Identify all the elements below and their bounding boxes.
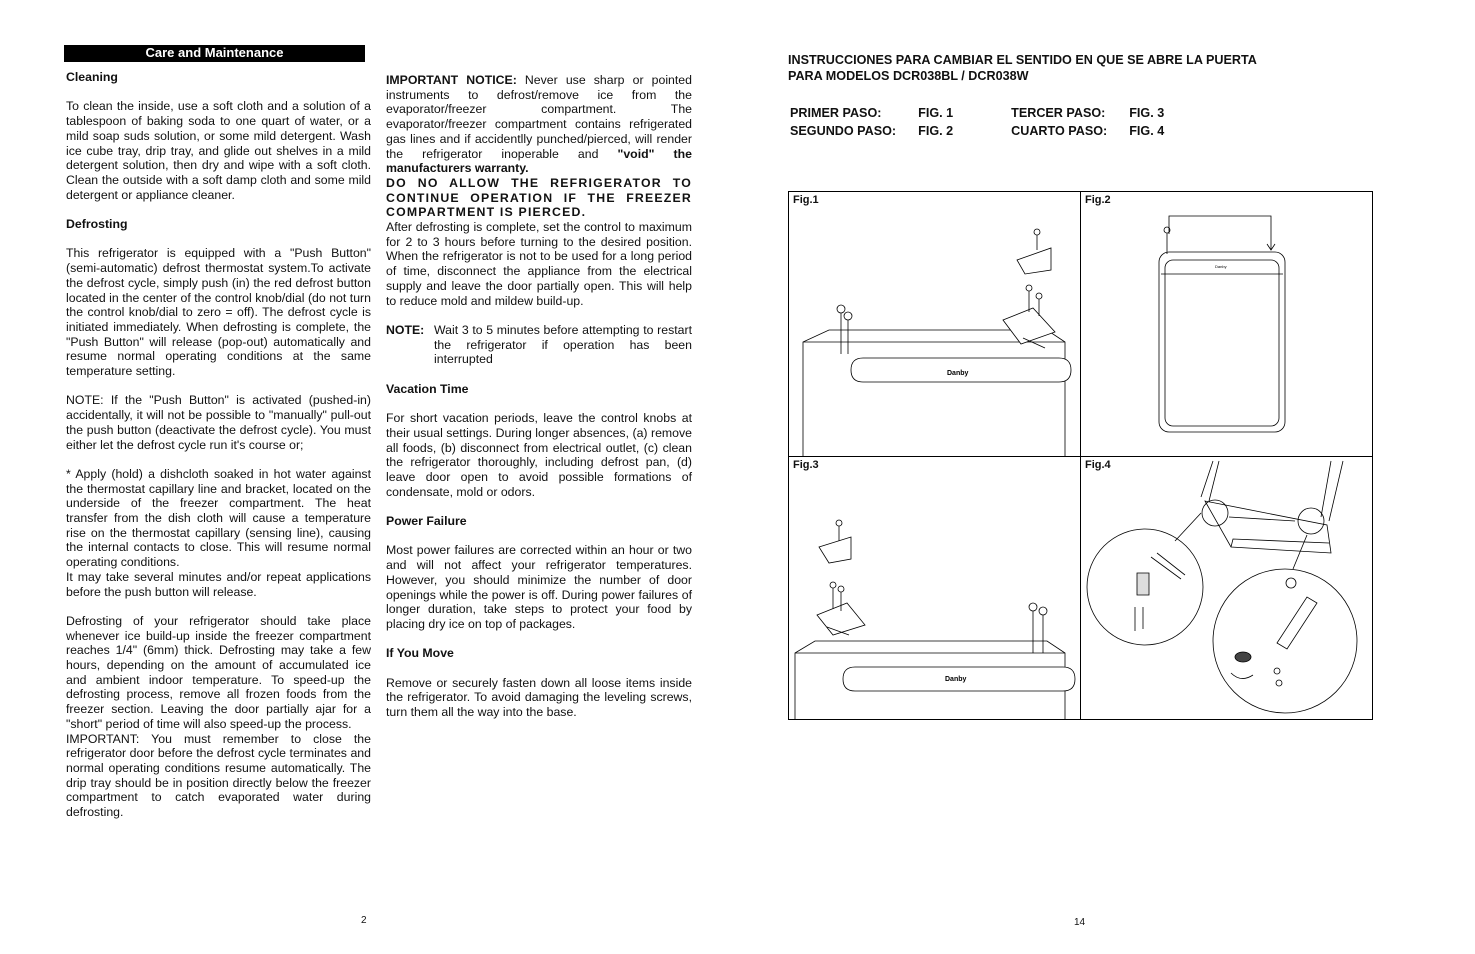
figure-1	[788, 191, 1081, 457]
figure-4	[1080, 456, 1373, 720]
figure-2-drawing	[1081, 192, 1372, 456]
left-column	[66, 70, 371, 820]
after-defrost-text: After defrosting is complete, set the control to maximum for 2 to 3 hours before turning to the desired position. When the refrigerator is not to be used for a long period of time, disconnect the appliance from the electrical supply and leave the door partially open. This will help to reduce mold and mildew build-up.	[386, 220, 692, 308]
figure-1-drawing	[789, 192, 1080, 456]
brand-logo-small: Danby	[1215, 264, 1227, 269]
notice-label: IMPORTANT NOTICE:	[386, 73, 517, 87]
figure-4-label: Fig.4	[1085, 459, 1111, 471]
defrosting-heading: Defrosting	[66, 217, 128, 231]
section-header: Care and Maintenance	[64, 45, 365, 62]
important-notice	[386, 73, 692, 176]
brand-logo-fig3: Danby	[945, 676, 967, 683]
title-line-2: PARA MODELOS DCR038BL / DCR038W	[788, 69, 1029, 83]
step-label: PRIMER PASO:	[790, 106, 882, 120]
note-text: Wait 3 to 5 minutes before attempting to restart the refrigerator if operation has been interrupted	[434, 322, 692, 367]
brand-logo: Danby	[947, 370, 969, 377]
defrost-paragraph-5: Defrosting of your refrigerator should take place whenever ice build-up inside the freezer compartment reaches 1/4" (6mm) thick. Defrosting may take a few hours, depending on the amount of accumulated ice and ambient indoor temperature. To speed-up the defrosting process, remove all frozen foods from the freezer section. Leaving the door partially ajar for a "short" period of time will also speed-up the process.	[66, 613, 371, 731]
defrost-paragraph-1: This refrigerator is equipped with a "Push Button" (semi-automatic) defrost thermostat system.To activate the defrost cycle, simply push (in) the red defrost button located in the center of the control knob/dial (do not turn the control knob/dial to zero = off). The defrost cycle is initiated immediately. When defrosting is complete, the "Push Button" will release (pop-out) automatically and resume normal operating conditions at the same temperature setting.	[66, 246, 371, 379]
figure-1-label: Fig.1	[793, 194, 819, 206]
step-fig: FIG. 1	[918, 106, 954, 120]
defrost-paragraph-3: * Apply (hold) a dishcloth soaked in hot water against the thermostat capillary line and bracket, located on the underside of the freezer compartment. The heat transfer from the dish cloth will cause a temperature rise on the thermostat capillary (sensing line), causing the internal contacts to close. This will resume normal operating conditions.	[66, 466, 371, 570]
cleaning-text: To clean the inside, use a soft cloth and a solution of a tablespoon of baking soda to one quart of water, or a mild soap suds solution, or some mild detergent. Wash ice cube tray, drip tray, and glide out shelves in a mild detergent solution, then dry and wipe with a soft cloth. Clean the outside with a soft damp cloth and some mild detergent or appliance cleaner.	[66, 99, 371, 202]
vacation-heading: Vacation Time	[386, 381, 469, 396]
notice-text: Never use sharp or pointed instruments to defrost/remove ice from the evaporator/freezer compartment. The evaporator/freezer compartment contains refrigerated gas lines and if accidentlly punched/pierced, will render the refrigerator inoperable and	[386, 73, 692, 161]
step-label: SEGUNDO PASO:	[790, 124, 897, 138]
instructions-title	[788, 52, 1348, 84]
steps-row	[790, 106, 1186, 124]
steps-table	[790, 106, 1186, 142]
defrost-paragraph-4: It may take several minutes and/or repeat applications before the push button will release.	[66, 569, 371, 599]
note-label: NOTE:	[386, 322, 425, 337]
step-fig: FIG. 2	[918, 124, 954, 138]
do-not-allow-warning: DO NO ALLOW THE REFRIGERATOR TO CONTINUE OPERATION IF THE FREEZER COMPARTMENT IS PIERCED.	[386, 175, 692, 220]
figure-2	[1080, 191, 1373, 457]
cleaning-heading: Cleaning	[66, 70, 118, 84]
figure-3-label: Fig.3	[793, 459, 819, 471]
step-label: CUARTO PASO:	[1011, 124, 1108, 138]
defrost-paragraph-2: NOTE: If the "Push Button" is activated (pushed-in) accidentally, it will not be possible to "manually" pull-out the push button (deactivate the defrost cycle). You must either let the defrost cycle run it's course or;	[66, 393, 371, 452]
middle-column	[386, 73, 692, 720]
title-line-1: INSTRUCCIONES PARA CAMBIAR EL SENTIDO EN QUE SE ABRE LA PUERTA	[788, 53, 1257, 67]
note-block	[386, 323, 692, 367]
page-number-right: 14	[1074, 917, 1086, 928]
power-failure-text: Most power failures are corrected within an hour or two and will not affect your refrigerator temperatures. However, you should minimize the number of door openings while the power is off. During power failures of longer duration, take steps to protect your food by placing dry ice on top of packages.	[386, 543, 692, 631]
figure-3-drawing	[789, 457, 1080, 719]
vacation-text: For short vacation periods, leave the control knobs at their usual settings. During longer absences, (a) remove all foods, (b) disconnect from electrical outlet, (c) clean the refrigerator thoroughly, including defrost pan, (d) leave door open to avoid possible formations of condensate, mold or odors.	[386, 411, 692, 499]
step-fig: FIG. 3	[1129, 106, 1165, 120]
step-label: TERCER PASO:	[1011, 106, 1106, 120]
if-you-move-heading: If You Move	[386, 646, 454, 661]
if-you-move-text: Remove or securely fasten down all loose items inside the refrigerator. To avoid damaging the leveling screws, turn them all the way into the base.	[386, 675, 692, 720]
figure-3	[788, 456, 1081, 720]
figure-4-drawing	[1081, 457, 1372, 719]
notice-void: "void" the manufacturers warranty.	[386, 146, 692, 176]
defrost-paragraph-6: IMPORTANT: You must remember to close the refrigerator door before the defrost cycle terminates and normal operating conditions resume automatically. The drip tray should be in position directly below the freezer compartment to catch evaporated water during defrosting.	[66, 731, 371, 820]
page-number-left: 2	[361, 915, 367, 926]
figure-2-label: Fig.2	[1085, 194, 1111, 206]
step-fig: FIG. 4	[1129, 124, 1165, 138]
power-failure-heading: Power Failure	[386, 514, 467, 529]
steps-row	[790, 124, 1186, 142]
